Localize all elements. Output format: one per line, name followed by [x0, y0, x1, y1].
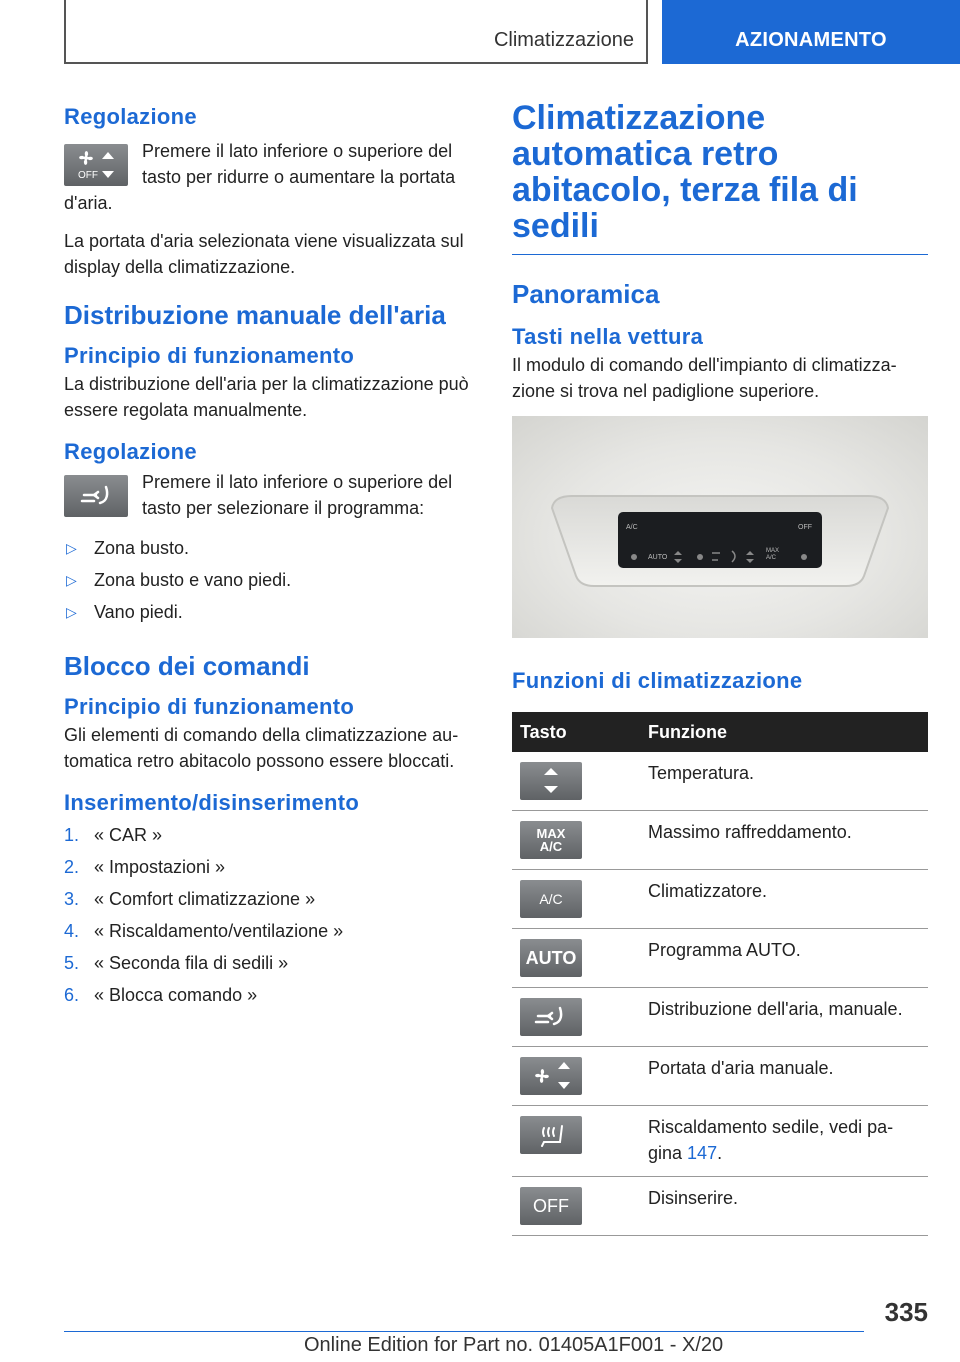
svg-text:OFF: OFF: [78, 170, 98, 181]
air-distribution-instruction: [64, 469, 478, 521]
table-row: [512, 870, 928, 929]
page-link[interactable]: 147: [687, 1143, 718, 1163]
functions-table: [512, 712, 928, 1236]
fan-speed-instruction-tail: d'aria.: [64, 193, 113, 213]
table-row: [512, 929, 928, 988]
heading-inserimento: Inserimento/disinserimento: [64, 790, 360, 815]
heading-tasti: Tasti nella vettura: [512, 324, 704, 349]
seat-heating-icon: [520, 1116, 582, 1154]
table-header-tasto: Tasto: [512, 712, 648, 752]
photo-off-label: OFF: [798, 524, 812, 531]
heading-principio-2: Principio di funzionamento: [64, 694, 355, 719]
up-down-arrows-icon: [520, 762, 582, 800]
fan-speed-instruction-text: Premere il lato inferiore o superiore del tasto per ridurre o aumentare la portata: [142, 141, 456, 187]
table-row: [512, 988, 928, 1047]
air-distribution-key-icon: [64, 475, 128, 517]
heading-funzioni: Funzioni di climatizzazione: [512, 668, 803, 693]
photo-buttons-icon: [512, 416, 928, 638]
chapter-name: AZIONAMENTO: [735, 29, 887, 51]
list-item: 1. « CAR »: [64, 825, 163, 845]
photo-auto-label: AUTO: [648, 554, 668, 561]
fan-arrows-icon: [520, 1057, 582, 1095]
footer-rule: [64, 1331, 864, 1332]
lock-principle-text: Gli elementi di comando della climatizzazione au-tomatica retro abitacolo possono essere bloccati.: [64, 725, 459, 771]
table-header-funzione: Funzione: [648, 712, 928, 752]
heading-panoramica: Panoramica: [512, 279, 660, 309]
list-item: 2. « Impostazioni »: [64, 857, 226, 877]
distribution-principle-text: La distribuzione dell'aria per la climatizzazione può essere regolata manualmente.: [64, 374, 469, 420]
right-column: [512, 100, 928, 1236]
table-row: [512, 752, 928, 811]
fan-speed-key-icon: [64, 144, 128, 186]
section-name: Climatizzazione: [493, 29, 634, 51]
function-text: Massimo raffreddamento.: [648, 811, 928, 870]
left-column: [64, 100, 478, 1008]
auto-icon: AUTO: [520, 939, 582, 977]
list-item: ▷ Vano piedi.: [66, 602, 183, 622]
title-rule: [512, 254, 928, 255]
list-item: ▷ Zona busto.: [66, 538, 190, 558]
function-text: Disinserire.: [648, 1177, 928, 1236]
page-title: Climatizzazione automatica retro abitacolo, terza fila di sedili: [512, 99, 858, 245]
function-text: Programma AUTO.: [648, 929, 928, 988]
keys-location-text: Il modulo di comando dell'impianto di climatizza-zione si trova nel padiglione superiore.: [512, 355, 897, 401]
function-text: Distribuzione dell'aria, manuale.: [648, 988, 928, 1047]
heading-blocco: Blocco dei comandi: [64, 651, 310, 681]
heading-regolazione-2: Regolazione: [64, 439, 197, 464]
function-text: Climatizzatore.: [648, 870, 928, 929]
list-item: 6. « Blocca comando »: [64, 985, 258, 1005]
list-item: 5. « Seconda fila di sedili »: [64, 953, 289, 973]
page-header: [0, 0, 960, 66]
max-ac-icon: MAX A/C: [520, 821, 582, 859]
air-distribution-instruction-text: Premere il lato inferiore o superiore del tasto per selezionare il programma:: [142, 472, 453, 518]
page-number: 335: [884, 1297, 928, 1327]
chapter-tab: [662, 0, 960, 64]
ac-icon: A/C: [520, 880, 582, 918]
table-row: [512, 811, 928, 870]
control-panel-photo: [512, 416, 928, 638]
table-header-row: [512, 712, 928, 752]
heading-regolazione: Regolazione: [64, 104, 197, 129]
lock-steps-list: [64, 822, 478, 1008]
list-item: 4. « Riscaldamento/ventilazione »: [64, 921, 344, 941]
photo-ac-label: A/C: [626, 524, 638, 531]
section-header-box: [64, 0, 648, 64]
list-item: 3. « Comfort climatizzazione »: [64, 889, 316, 909]
list-item: ▷ Zona busto e vano piedi.: [66, 570, 292, 590]
heading-principio-1: Principio di funzionamento: [64, 343, 355, 368]
function-text: Portata d'aria manuale.: [648, 1047, 928, 1106]
heading-distribuzione: Distribuzione manuale dell'aria: [64, 300, 446, 330]
off-icon: OFF: [520, 1187, 582, 1225]
airflow-display-text: La portata d'aria selezionata viene visualizzata sul display della climatizzazione.: [64, 231, 464, 277]
distribution-program-list: [64, 535, 478, 625]
table-row: [512, 1106, 928, 1177]
table-row: [512, 1047, 928, 1106]
edition-text: Online Edition for Part no. 01405A1F001 - X/20: [304, 1334, 724, 1356]
table-row: [512, 1177, 928, 1236]
photo-max-label: MAX A/C: [766, 548, 780, 561]
function-text: Temperatura.: [648, 752, 928, 811]
fan-speed-instruction: [64, 138, 478, 216]
air-distribution-icon: [520, 998, 582, 1036]
function-text-with-link: Riscaldamento sedile, vedi pa-gina 147.: [648, 1106, 928, 1177]
